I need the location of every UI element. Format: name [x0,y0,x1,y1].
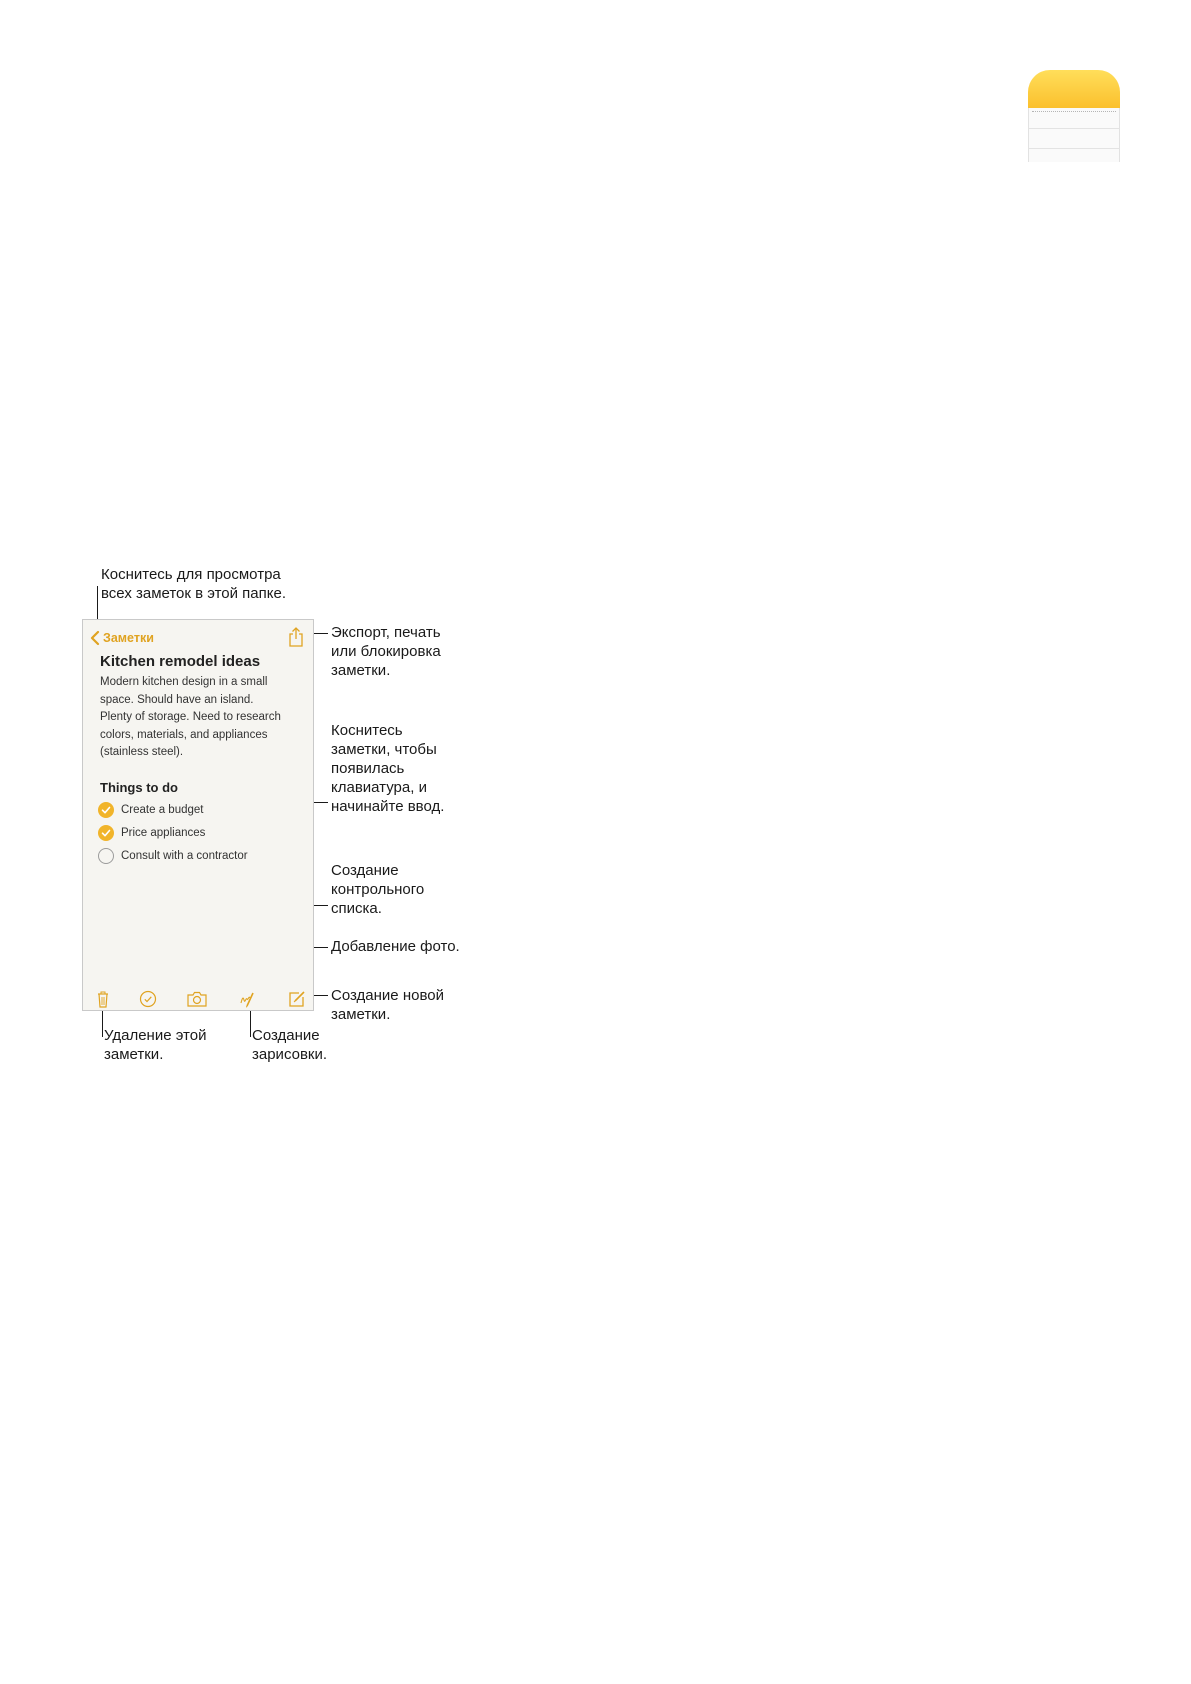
note-body-line: colors, materials, and appliances [100,728,268,741]
back-button[interactable] [89,630,154,646]
checklist-item[interactable] [98,802,203,818]
callout-delete [104,1026,206,1064]
trash-icon [93,989,113,1009]
checklist-item-label: Create a budget [121,804,204,816]
callout-text: Удаление этой [104,1027,207,1044]
callout-text: заметки. [331,1006,391,1023]
checkmark-icon [98,825,114,841]
callout-sketch [252,1026,327,1064]
callout-back [101,565,286,603]
callout-text: контрольного [331,881,425,898]
callout-text: начинайте ввод. [331,798,445,815]
share-icon [286,626,306,648]
callout-text: Создание новой [331,987,444,1004]
callout-photo [331,937,460,956]
callout-share [331,623,441,680]
note-body-line: Plenty of storage. Need to research [100,711,281,723]
callout-compose [331,986,444,1024]
callout-type [331,721,444,816]
callout-text: Коснитесь [331,722,403,739]
sketch-button[interactable] [237,989,257,1009]
checklist-item-label: Price appliances [121,827,206,839]
note-subheading[interactable]: Things to do [100,780,178,795]
callout-text: Добавление фото. [331,938,460,955]
callout-checklist [331,861,424,918]
note-body-line: (stainless steel). [100,746,184,758]
note-body-line: Modern kitchen design in a small [100,676,268,688]
callout-text: Экспорт, печать [331,624,441,641]
checkbox-checked[interactable] [98,802,114,818]
callout-text: Создание [252,1027,320,1044]
sketch-icon [237,989,257,1009]
checkbox-unchecked[interactable] [98,848,114,864]
checklist-button[interactable] [138,989,158,1009]
checkbox-checked[interactable] [98,825,114,841]
note-body[interactable] [100,674,305,762]
note-screen[interactable] [82,619,314,1011]
camera-button[interactable] [186,989,206,1009]
callout-text: заметки. [104,1046,164,1063]
callout-text: Коснитесь для просмотра [101,566,281,583]
callout-text: Создание [331,862,399,879]
callout-text: списка. [331,900,382,917]
compose-button[interactable] [287,989,307,1009]
note-body-line: space. Should have an island. [100,693,254,706]
callout-text: всех заметок в этой папке. [101,585,287,602]
note-title[interactable]: Kitchen remodel ideas [100,653,261,670]
callout-text: клавиатура, и [331,779,427,796]
checkmark-icon [98,802,114,818]
checklist-item[interactable] [98,848,248,864]
checklist-item[interactable] [98,825,205,841]
callout-text: заметки. [331,662,391,679]
compose-icon [287,989,307,1009]
callout-text: появилась [331,760,405,777]
checklist-item-label: Consult with a contractor [121,850,248,862]
camera-icon [186,989,208,1009]
callout-text: зарисовки. [252,1046,328,1063]
checklist-icon [138,989,158,1009]
delete-button[interactable] [93,989,113,1009]
callout-text: заметки, чтобы [331,741,437,758]
chevron-left-icon [89,630,101,646]
callout-text: или блокировка [331,643,441,660]
back-button-label: Заметки [103,631,154,645]
share-button[interactable] [286,626,306,648]
notes-app-icon [1028,70,1120,162]
